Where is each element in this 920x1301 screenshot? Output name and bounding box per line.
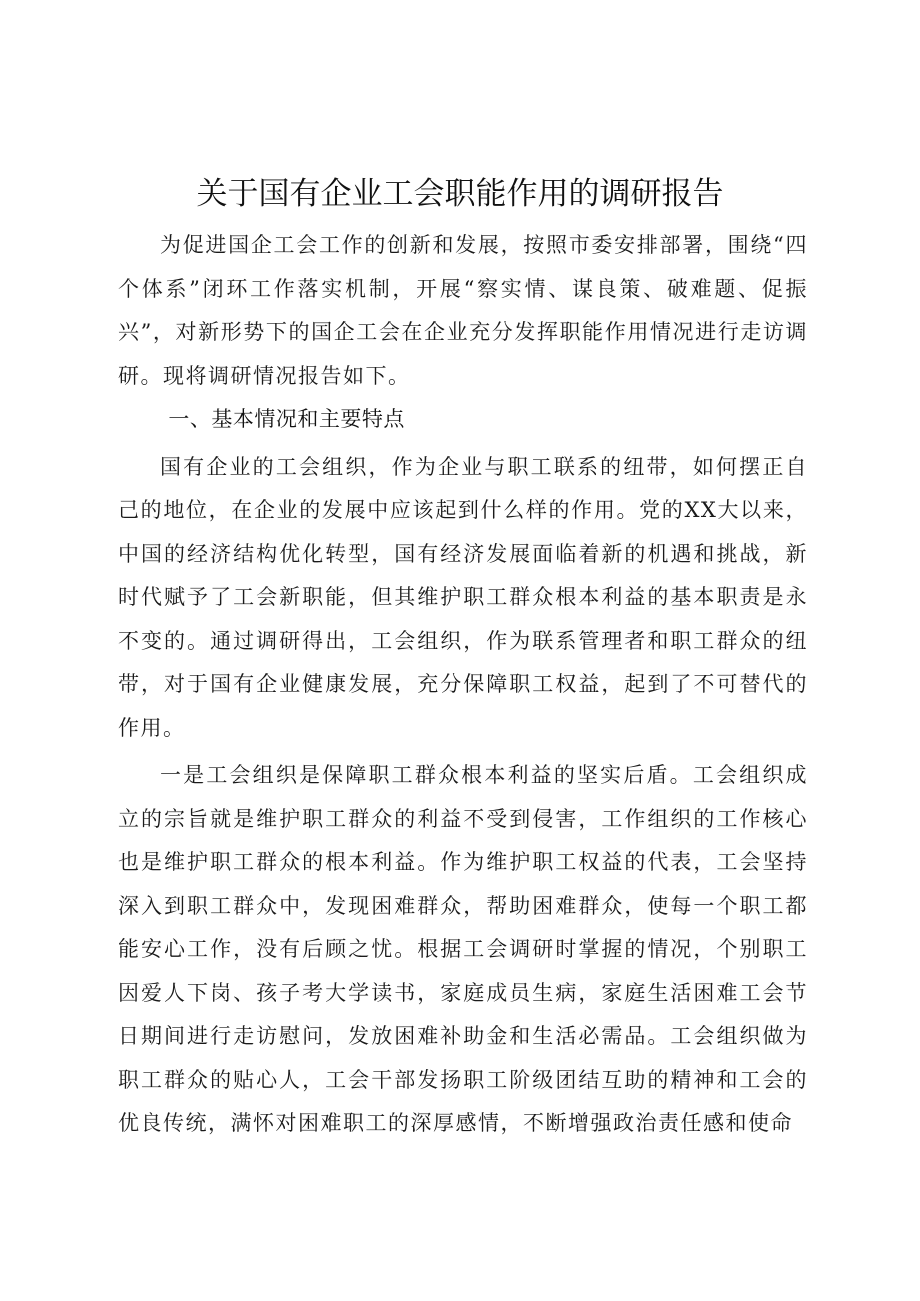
intro-paragraph: 为促进国企工会工作的创新和发展，按照市委安排部署，围绕“四个体系”闭环工作落实机制，开展“察实情、谋良策、破难题、促振兴”，对新形势下的国企工会在企业充分发挥职能作用情况进行走访调研。现将调研情况报告如下。 [118, 233, 808, 388]
body-paragraph-2: 一是工会组织是保障职工群众根本利益的坚实后盾。工会组织成立的宗旨就是维护职工群众的利益不受到侵害，工作组织的工作核心也是维护职工群众的根本利益。作为维护职工权益的代表，工会坚持深入到职工群众中，发现困难群众，帮助困难群众，使每一个职工都能安心工作，没有后顾之忧。根据工会调研时掌握的情况，个别职工因爱人下岗、孩子考大学读书，家庭成员生病，家庭生活困难工会节日期间进行走访慰问，发放困难补助金和生活必需品。工会组织做为职工群众的贴心人，工会干部发扬职工阶级团结互助的精神和工会的优良传统，满怀对困难职工的深厚感情，不断增强政治责任感和使命 [118, 763, 808, 1135]
body-paragraph-1: 国有企业的工会组织，作为企业与职工联系的纽带，如何摆正自己的地位，在企业的发展中应该起到什么样的作用。党的XX大以来，中国的经济结构优化转型，国有经济发展面临着新的机遇和挑战，新时代赋予了工会新职能，但其维护职工群众根本利益的基本职责是永不变的。通过调研得出，工会组织，作为联系管理者和职工群众的纽带，对于国有企业健康发展，充分保障职工权益，起到了不可替代的作用。 [118, 454, 808, 740]
document-title: 关于国有企业工会职能作用的调研报告 [196, 176, 724, 212]
section-heading: 一、基本情况和主要特点 [168, 407, 405, 431]
document-body [118, 224, 808, 1146]
